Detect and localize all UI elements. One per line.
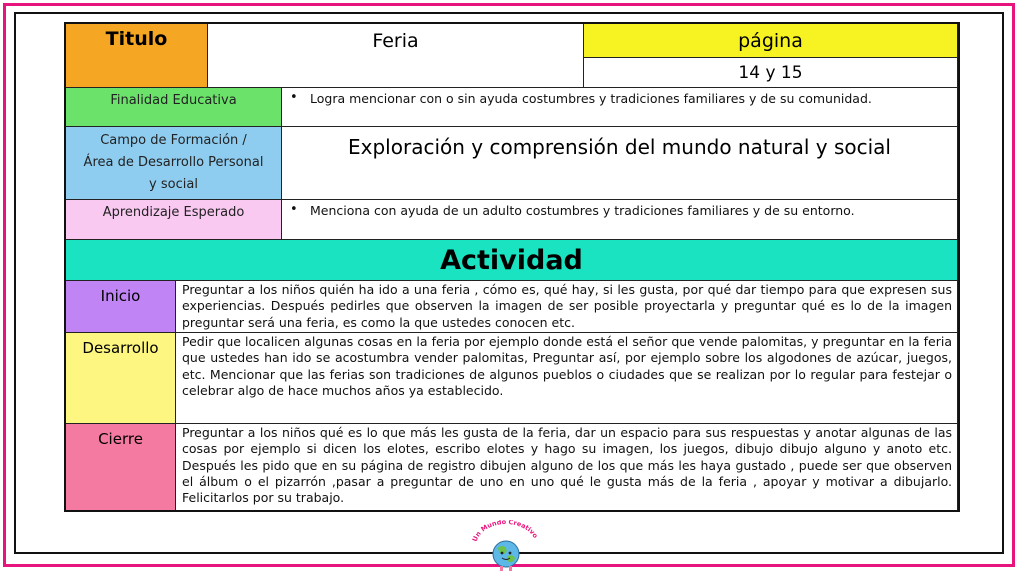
globe-mascot-icon [468,520,544,572]
bullet-icon: • [290,202,298,217]
bullet-icon: • [290,90,298,105]
finalidad-label-cell [66,88,282,127]
desarrollo-text-cell [176,333,958,424]
pagina-value-cell [584,58,958,88]
pagina-label-cell [584,24,958,58]
titulo-label-cell [66,24,208,88]
actividad-header [66,240,958,281]
titulo-value-cell [208,24,584,88]
page-number: 14 y 15 [738,62,803,83]
cierre-text-cell [176,424,958,510]
campo-text: Exploración y comprensión del mundo natural y social [348,135,891,159]
aprendizaje-text: Menciona con ayuda de un adulto costumbres y tradiciones familiares y de su entorno. [310,203,855,218]
campo-text-cell [282,127,958,200]
mundo-creativo-logo [468,520,544,572]
lesson-plan-table [64,22,960,512]
cierre-text: Preguntar a los niños qué es lo que más les gusta de la feria, dar un espacio para sus respuestas y anotar algunas de las cosas por ejemplo si dicen los elotes, escribo elotes y hago su imagen, los juegos, dibujo dibujo alguno y anoto etc. Después les pido que en su página de registro dibujen alguno de los que más les haya gustado , puede ser que observen el álbum o el pizarrón ,pasar a preguntar de uno en uno qué le gusta más de la feria , apoyar y motivar a dibujarlo. Felicitarlos por su trabajo. [182,425,952,506]
svg-text:Un Mundo Creativo [471,520,540,543]
aprendizaje-label: Aprendizaje Esperado [102,205,245,220]
lesson-title: Feria [372,30,419,52]
actividad-title: Actividad [440,244,583,276]
inicio-text-cell [176,281,958,333]
finalidad-text: Logra mencionar con o sin ayuda costumbres y tradiciones familiares y de su comunidad. [310,91,872,106]
finalidad-label: Finalidad Educativa [110,93,237,108]
desarrollo-label-cell [66,333,176,424]
titulo-label: Titulo [105,28,168,50]
cierre-label: Cierre [98,430,143,448]
logo-text: Un Mundo Creativo [470,520,540,543]
campo-label-line2: Área de Desarrollo Personal [83,155,264,170]
finalidad-text-cell [282,88,958,127]
inicio-text: Preguntar a los niños quién ha ido a una feria , cómo es, qué hay, si les gusta, por qué dar tiempo para que expresen sus experiencias. Después pedirles que observen la imagen de ser posible proyectarla y preguntar qué es lo de la imagen preguntar será una feria, es como la que ustedes conocen etc. [182,282,952,330]
pagina-label: página [738,29,803,52]
inicio-label: Inicio [100,287,141,305]
desarrollo-text: Pedir que localicen algunas cosas en la feria por ejemplo donde está el señor que vende palomitas, y preguntar en la feria que ustedes han ido se acostumbra vender palomitas, Preguntar así, por ejemplo sobre los algodones de azúcar, juegos, etc. Mencionar que las ferias son tradiciones de algunos pueblos o ciudades que se realizan por lo regular para festejar o celebrar algo de hace muchos años ya establecido. [182,334,952,398]
aprendizaje-label-cell [66,200,282,240]
campo-label-line3: y social [149,177,198,192]
aprendizaje-text-cell [282,200,958,240]
cierre-label-cell [66,424,176,510]
inicio-label-cell [66,281,176,333]
campo-label-cell [66,127,282,200]
desarrollo-label: Desarrollo [82,339,159,357]
campo-label-line1: Campo de Formación / [100,133,247,148]
